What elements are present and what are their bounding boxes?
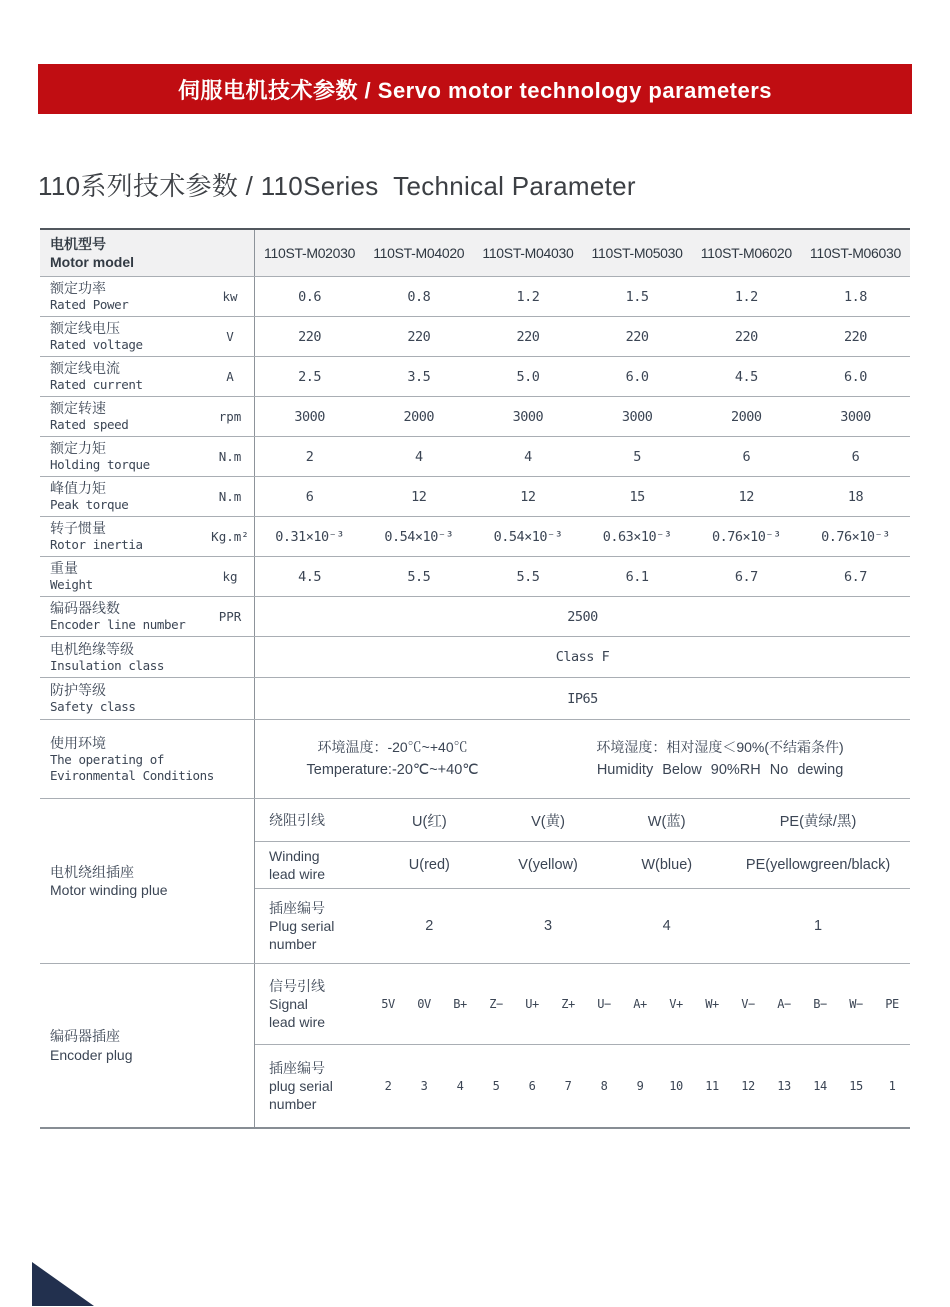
row-label-zh: 峰值力矩: [50, 480, 106, 497]
row-label-en: Rotor inertia: [50, 537, 143, 553]
row-unit: N.m: [218, 449, 242, 464]
value-cell: 0.54×10⁻³: [493, 528, 563, 545]
row-label-en: Insulation class: [50, 657, 165, 673]
row-label-en: Rated speed: [50, 417, 129, 433]
wire-cell: W(blue): [641, 857, 693, 873]
winding-plug-row: [255, 888, 910, 963]
spec-row-rated-voltage: [40, 317, 910, 357]
value-cell: 0.63×10⁻³: [602, 528, 672, 545]
value-cell: 6: [851, 448, 860, 465]
plug-number-cell: 14: [813, 1079, 827, 1093]
value-cell: 1.2: [734, 288, 758, 305]
row-label-en: Rated current: [50, 377, 143, 393]
header-label-en: Motor model: [50, 254, 134, 270]
row-label-en: Peak torque: [50, 497, 129, 513]
section-banner: [38, 64, 912, 114]
row-label-zh: 转子惯量: [50, 520, 106, 537]
row-unit: V: [226, 329, 234, 344]
spec-row-holding-torque: [40, 437, 910, 477]
wire-cell: U(红): [412, 813, 447, 830]
value-cell: 3000: [294, 408, 325, 425]
full-row-encoder-line-number: [40, 597, 910, 637]
row-label-zh: 额定线电流: [50, 360, 120, 377]
model-name: 110ST-M06030: [809, 245, 901, 261]
row-unit: A: [226, 369, 234, 384]
plug-number-cell: 12: [741, 1079, 755, 1093]
signal-cell: U+: [525, 997, 539, 1011]
value-cell: 0.8: [407, 288, 431, 305]
row-label-zh: 编码器插座: [50, 1028, 120, 1045]
header-label-zh: 电机型号: [50, 235, 106, 252]
full-row-insulation-class: [40, 637, 910, 678]
signal-cell: PE: [885, 997, 899, 1011]
signal-cell: V+: [669, 997, 683, 1011]
encoder-section: [40, 964, 910, 1127]
signal-cell: Z−: [489, 997, 503, 1011]
row-label-en: Weight: [50, 577, 93, 593]
value-cell: 6.1: [625, 568, 649, 585]
row-label-en: Encoder plug: [50, 1046, 133, 1063]
value-cell: 4.5: [734, 368, 758, 385]
signal-cell: W−: [849, 997, 863, 1011]
row-label-zh: 额定转速: [50, 400, 106, 417]
row-label-en: Motor winding plue: [50, 882, 168, 898]
temperature-zh: 环境温度：-20℃~+40℃: [317, 738, 468, 755]
value-cell: 3000: [621, 408, 653, 425]
plug-number-cell: 4: [662, 918, 671, 934]
value-cell: 4: [524, 448, 532, 465]
value-cell: 0.54×10⁻³: [384, 528, 454, 545]
spec-table: [40, 228, 910, 1129]
banner-title: 伺服电机技术参数 / Servo motor technology parameters: [177, 77, 773, 103]
row-label-en: Safety class: [50, 699, 136, 715]
value-cell: 15: [629, 488, 645, 505]
spec-row-rotor-inertia: [40, 517, 910, 557]
signal-cell: Z+: [561, 997, 575, 1011]
value-cell: 5: [633, 448, 641, 465]
wire-cell: PE(黄绿/黑): [779, 813, 857, 830]
plug-number-cell: 1: [814, 918, 823, 934]
value-cell: 5.5: [407, 568, 431, 585]
value-cell: 5.5: [516, 568, 540, 585]
signal-cell: 0V: [417, 997, 431, 1011]
value-cell: 3.5: [407, 368, 431, 385]
signal-cell: B+: [453, 997, 467, 1011]
encoder-signal-row: [255, 964, 910, 1044]
model-name: 110ST-M04020: [373, 245, 465, 261]
plug-number-cell: 11: [705, 1079, 719, 1093]
row-label-en: Rated Power: [50, 297, 129, 313]
value-cell: 1.2: [516, 288, 540, 305]
row-label-zh: 额定力矩: [50, 440, 106, 457]
wire-cell: PE(yellowgreen/black): [745, 857, 891, 873]
value-cell: 6.0: [625, 368, 649, 385]
plug-number-cell: 13: [777, 1079, 791, 1093]
signal-cell: A+: [633, 997, 647, 1011]
value-cell: 220: [844, 328, 867, 345]
wire-cell: U(red): [408, 857, 450, 873]
temperature-en: Temperature:-20℃~+40℃: [306, 761, 479, 778]
value-cell: 6: [305, 488, 314, 505]
wire-cell: V(yellow): [518, 857, 578, 873]
value-cell: 12: [520, 488, 536, 505]
spec-row-peak-torque: [40, 477, 910, 517]
value-cell: 18: [847, 488, 864, 505]
row-unit: rpm: [218, 409, 242, 424]
environment-humidity: [530, 737, 910, 781]
value-cell: 1.8: [844, 288, 867, 305]
value-cell: 6: [742, 448, 751, 465]
row-label-zh: 额定功率: [50, 280, 106, 297]
sub-row-label: 绕阻引线: [269, 811, 325, 828]
row-label-zh: 使用环境: [50, 734, 106, 751]
plug-number-cell: 15: [849, 1079, 863, 1093]
value-cell: 220: [298, 328, 322, 345]
row-label-zh: 电机绕组插座: [50, 863, 134, 880]
value-cell: 4.5: [298, 568, 322, 585]
full-row-safety-class: [40, 678, 910, 720]
humidity-zh: 环境湿度：相对湿度＜90%(不结霜条件): [596, 738, 844, 755]
value-cell: 0.6: [298, 288, 322, 305]
row-unit: kw: [222, 289, 238, 304]
wire-cell: W(蓝): [647, 813, 686, 830]
plug-number-cell: 8: [600, 1079, 608, 1093]
signal-cell: A−: [777, 997, 791, 1011]
value-cell: 3000: [840, 408, 871, 425]
plug-number-cell: 2: [425, 918, 434, 934]
spec-row-rated-power: [40, 277, 910, 317]
plug-number-cell: 3: [543, 918, 553, 934]
value-cell: 4: [414, 448, 423, 465]
row-unit: kg: [222, 569, 238, 584]
plug-number-cell: 3: [420, 1079, 428, 1093]
row-unit: N.m: [218, 489, 242, 504]
row-label-en: Holding torque: [50, 457, 150, 473]
signal-cell: B−: [813, 997, 827, 1011]
value-cell: 2.5: [298, 368, 322, 385]
header-label-cell: [40, 230, 255, 276]
spec-row-weight: [40, 557, 910, 597]
value-cell: IP65: [567, 690, 598, 707]
value-cell: 1.5: [625, 288, 649, 305]
value-cell: 6.0: [844, 368, 867, 385]
winding-wire-row-zh: [255, 799, 910, 841]
row-label-zh: 编码器线数: [50, 600, 120, 617]
row-label-zh: 电机绝缘等级: [50, 640, 134, 657]
environment-temperature: [255, 737, 530, 781]
value-cell: 220: [516, 328, 540, 345]
signal-cell: V−: [741, 997, 755, 1011]
row-unit: PPR: [218, 609, 242, 624]
model-name: 110ST-M04030: [482, 245, 574, 261]
value-cell: 12: [411, 488, 427, 505]
sub-row-label: 信号引线 Signal lead wire: [269, 977, 326, 1031]
value-cell: 5.0: [516, 368, 540, 385]
spec-row-rated-speed: [40, 397, 910, 437]
value-cell: 220: [407, 328, 431, 345]
value-cell: 6.7: [844, 568, 867, 585]
value-cell: 6.7: [734, 568, 758, 585]
value-cell: 12: [738, 488, 754, 505]
plug-number-cell: 6: [528, 1079, 536, 1093]
encoder-plug-row: [255, 1044, 910, 1127]
corner-triangle-decoration: [32, 1262, 94, 1306]
winding-section: [40, 799, 910, 964]
plug-number-cell: 4: [456, 1079, 464, 1093]
value-cell: 2: [305, 448, 314, 465]
plug-number-cell: 9: [636, 1079, 644, 1093]
plug-number-cell: 1: [888, 1079, 896, 1093]
winding-wire-row-en: [255, 841, 910, 888]
model-name: 110ST-M05030: [591, 245, 683, 261]
sub-row-label: 插座编号 plug serial number: [269, 1059, 333, 1113]
wire-cell: V(黄): [531, 813, 565, 830]
model-name: 110ST-M06020: [700, 245, 792, 261]
value-cell: 220: [734, 328, 758, 345]
row-label-zh: 防护等级: [50, 682, 106, 699]
value-cell: 0.76×10⁻³: [711, 528, 781, 545]
sub-row-label: 插座编号 Plug serial number: [269, 899, 335, 953]
value-cell: 2000: [403, 408, 435, 425]
row-label-en: Evironmental Conditions: [50, 768, 214, 784]
table-header-row: [40, 230, 910, 277]
row-label-en: Rated voltage: [50, 337, 143, 353]
humidity-en: Humidity Below 90%RH No dewing: [596, 761, 844, 778]
value-cell: Class F: [555, 649, 610, 665]
plug-number-cell: 10: [669, 1079, 683, 1093]
value-cell: 0.76×10⁻³: [821, 528, 890, 545]
plug-number-cell: 7: [564, 1079, 572, 1093]
page-title: 110系列技术参数 / 110Series Technical Parameter: [38, 171, 636, 201]
value-cell: 220: [625, 328, 649, 345]
signal-cell: W+: [705, 997, 719, 1011]
sub-row-label: Winding lead wire: [269, 847, 326, 882]
value-cell: 2000: [731, 408, 762, 425]
row-unit: Kg.m²: [211, 529, 249, 544]
plug-number-cell: 5: [492, 1079, 500, 1093]
environment-row: [40, 720, 910, 799]
row-label-zh: 重量: [50, 560, 78, 577]
signal-cell: U−: [597, 997, 611, 1011]
row-label-en: The operating of: [50, 751, 165, 767]
plug-number-cell: 2: [384, 1079, 392, 1093]
model-name: 110ST-M02030: [264, 245, 356, 261]
row-label-en: Encoder line number: [50, 617, 186, 633]
signal-cell: 5V: [381, 997, 395, 1011]
spec-row-rated-current: [40, 357, 910, 397]
value-cell: 2500: [567, 608, 598, 625]
row-label-zh: 额定线电压: [50, 320, 120, 337]
value-cell: 3000: [512, 408, 544, 425]
value-cell: 0.31×10⁻³: [275, 528, 344, 545]
